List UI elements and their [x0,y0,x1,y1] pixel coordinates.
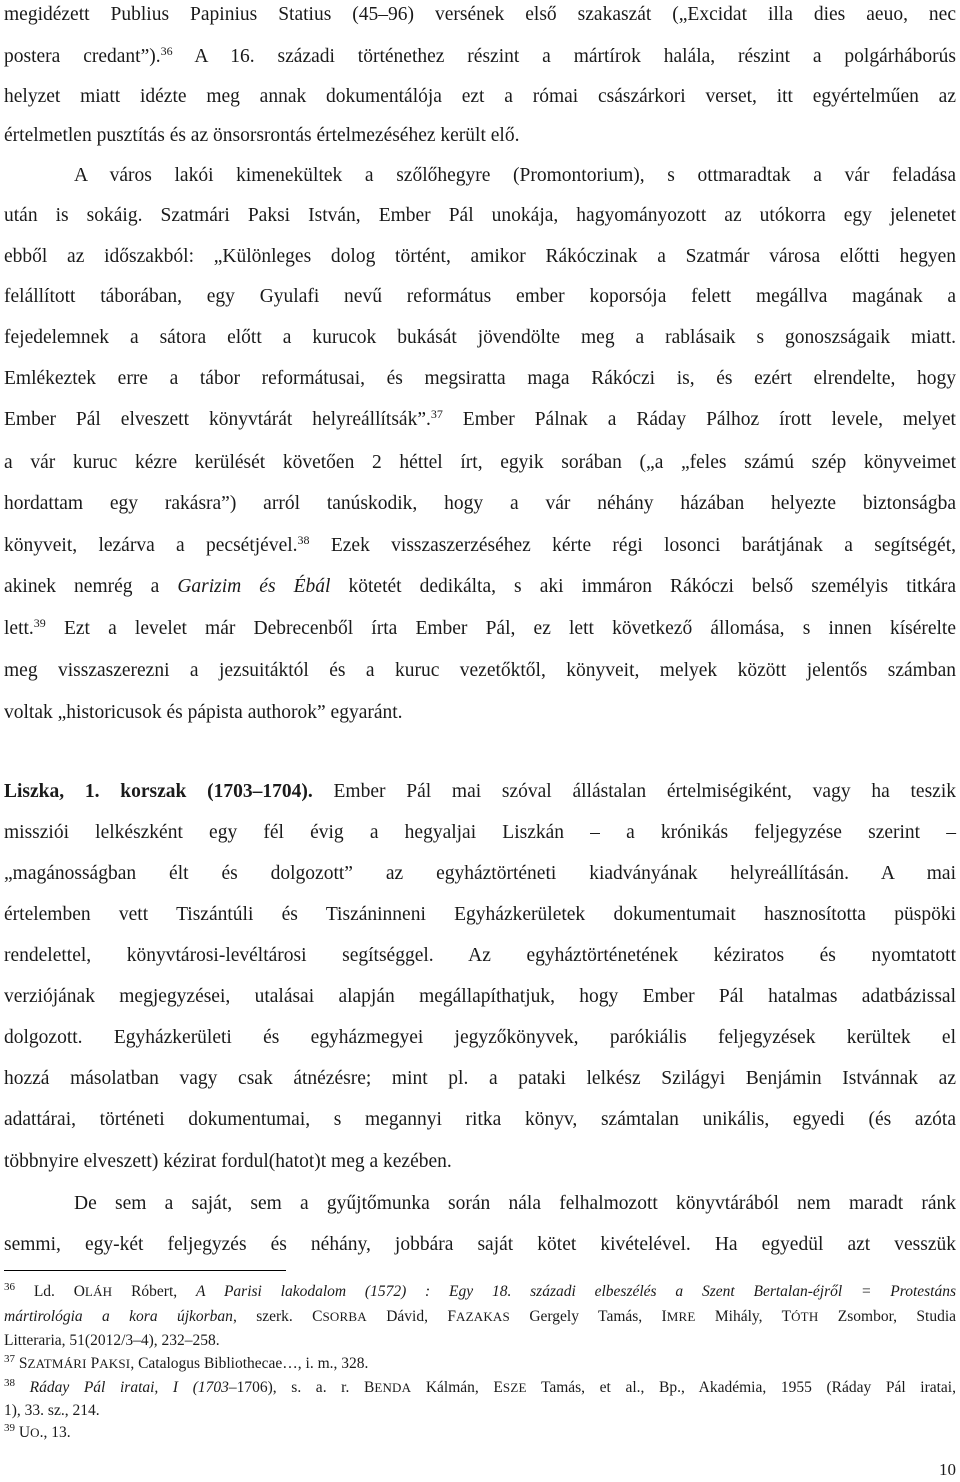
footnote-36: $^{36}$ Ld. OLÁH Róbert, A Parisi lakodalom (1572) : Egy 18. századi elbeszélés a Szent Bertalan-éjről = Protestáns [4,1281,956,1300]
section-heading: Liszka, 1. korszak (1703–1704). [4,781,313,802]
book-title: Garizim és Ébál [177,576,331,597]
body-line: a vár kuruc kézre kerülését követően 2 héttel írt, egyik sorában („a „feles számú szép könyveimet [4,452,956,473]
footnote-36-line-3: Litteraria, 51(2012/3–4), 232–258. [4,1332,220,1349]
body-line: után is sokáig. Szatmári Paksi István, Ember Pál unokája, hagyományozott az utókorra egy jelenetet [4,205,956,226]
body-line: adattárai, történeti dokumentumai, s megannyi ritka könyv, számtalan unikális, egyedi (és azóta [4,1109,956,1130]
body-line: voltak „historicusok és pápista authorok” egyaránt. [4,702,403,723]
footnote-37: $^{37}$ SZATMÁRI PAKSI, Catalogus Bibliothecae…, i. m., 328. [4,1353,369,1372]
body-line: hozzá másolatban vagy csak átnézésre; mint pl. a pataki lelkész Szilágyi Benjámin Istvánnak az [4,1068,956,1089]
body-line: könyveit, lezárva a pecsétjével.$^{38}$ Ezek visszaszerzéséhez kérte régi losonci barátjának a segítségét, [4,533,957,556]
body-line: dolgozott. Egyházkerületi és egyházmegyei jegyzőkönyvek, parókiális feljegyzések kerültek el [4,1027,956,1048]
footnote-ref[interactable]: 39 [33,616,46,630]
body-line: ebből az időszakból: „Különleges dolog történt, amikor Rákóczinak a Szatmár városa előtti hegyen [4,246,956,267]
footnote-ref[interactable]: 36 [160,44,173,58]
body-line: lett.$^{39}$ Ezt a levelet már Debrecenből írta Ember Pál, ez lett következő állomása, s innen kísérelte [4,616,956,639]
footnote-36-line-2: mártirológia a kora újkorban, szerk. CSORBA Dávid, FAZAKAS Gergely Tamás, IMRE Mihály, TÓTH Zsombor, Studia [4,1308,957,1325]
body-line: Liszka, 1. korszak (1703–1704). Ember Pál mai szóval állástalan értelmiségiként, vagy ha teszik [4,781,956,802]
body-line: hordattam egy rakásra”) arról tanúskodik, hogy a vár néhány házában helyezte biztonságba [4,493,956,514]
body-line: fejedelemnek a sátora előtt a kurucok bukását jövendölte meg a rablásaik s gonoszságaik miatt. [4,327,956,348]
body-line: De sem a saját, sem a gyűjtőmunka során nála felhalmozott könyvtárából nem maradt ránk [74,1193,956,1214]
footnote-38-line-2: 1), 33. sz., 214. [4,1402,100,1419]
body-line: értelmetlen pusztítás és az önsorsrontás értelmezéséhez került elő. [4,125,520,146]
body-line: rendelettel, könyvtárosi-levéltárosi segítséggel. Az egyháztörténetének kéziratos és nyomtatott [4,945,956,966]
page-number: 10 [939,1460,956,1479]
footnote-39: $^{39}$ UO., 13. [4,1422,71,1441]
footnote-ref[interactable]: 37 [430,407,443,421]
footnote-ref[interactable]: 38 [297,533,310,547]
body-line: megidézett Publius Papinius Statius (45–96) versének első szakaszát („Excidat illa dies aeuo, nec [4,4,956,25]
footnote-separator [4,1270,286,1271]
body-line: felállított táborában, egy Gyulafi nevű református ember koporsója felett megállva magának a [4,286,956,307]
body-line: A város lakói kimenekültek a szőlőhegyre (Promontorium), s ottmaradtak a vár feladása [74,165,956,186]
body-line: verziójának megjegyzései, utalásai alapján megállapíthatjuk, hogy Ember Pál hatalmas adatbázissal [4,986,956,1007]
body-line: helyzet miatt idézte meg annak dokumentálója ezt a római császárkori verset, itt egyértelműen az [4,86,956,107]
body-line: akinek nemrég a Garizim és Ébál kötetét dedikálta, s aki immáron Rákóczi belső személyis titkára [4,576,957,597]
body-line: többnyire elveszett) kézirat fordul(hatot)t meg a kezében. [4,1151,452,1172]
body-line: missziói lelkészként egy fél évig a hegyaljai Liszkán – a krónikás feljegyzése szerint – [4,822,956,843]
body-line: semmi, egy-két feljegyzés és néhány, jobbára saját kötet kivételével. Ha egyedül azt vesszük [4,1234,956,1255]
footnote-38: $^{38}$ Ráday Pál iratai, I (1703–1706), s. a. r. BENDA Kálmán, ESZE Tamás, et al., Bp., Akadémia, 1955 (Ráday Pál iratai, [4,1377,956,1396]
body-line: Emlékeztek erre a tábor reformátusai, és megsiratta maga Rákóczi is, és ezért elrendelte, hogy [4,368,956,389]
body-line: értelemben vett Tiszántúli és Tiszáninneni Egyházkerületek dokumentumait hasznosította püspöki [4,904,956,925]
body-line: „magánosságban élt és dolgozott” az egyháztörténeti kiadványának helyreállításán. A mai [4,863,956,884]
body-line: postera credant”).$^{36}$ A 16. századi történethez részint a mártírok halála, részint a polgárháborús [4,44,956,67]
body-line: Ember Pál elveszett könyvtárát helyreállítsák”.$^{37}$ Ember Pálnak a Ráday Pálhoz írott levele, melyet [4,407,956,430]
body-line: meg visszaszerezni a jezsuitáktól és a kuruc vezetőktől, könyveit, melyek között jelentős számban [4,660,956,681]
